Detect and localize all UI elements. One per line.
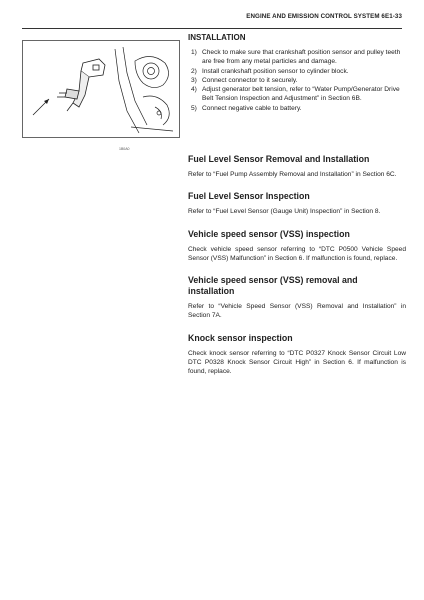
step-number: 4) — [191, 86, 197, 94]
section-heading: Fuel Level Sensor Removal and Installation — [188, 154, 370, 164]
section-vss-removal — [188, 275, 406, 321]
section-fuel-level-inspection — [188, 191, 406, 216]
step-text: Adjust generator belt tension, refer to “Water Pump/Generator Drive Belt Tension Inspection and Adjustment” in Section 6B. — [202, 86, 400, 103]
section-knock-sensor — [188, 333, 406, 377]
section-body: Check knock sensor referring to “DTC P0327 Knock Sensor Circuit Low DTC P0328 Knock Sensor Circuit High” in Section 6. If malfunction is found, replace. — [188, 349, 406, 376]
page-header — [22, 10, 402, 29]
section-body: Refer to “Fuel Pump Assembly Removal and Installation” in Section 6C. — [188, 171, 397, 178]
step-number: 2) — [191, 67, 197, 75]
header-title: ENGINE AND EMISSION CONTROL SYSTEM 6E1-33 — [246, 13, 402, 20]
installation-section — [188, 33, 406, 113]
section-body: Check vehicle speed sensor referring to “DTC P0500 Vehicle Speed Sensor (VSS) Malfunction” in Section 6. If malfunction is found, replace. — [188, 245, 406, 262]
step-text: Connect connector to it securely. — [202, 76, 298, 84]
section-heading: Fuel Level Sensor Inspection — [188, 191, 310, 202]
step-number: 5) — [191, 104, 197, 112]
crankshaft-sensor-drawing — [23, 41, 179, 137]
list-item — [188, 76, 406, 85]
section-body: Refer to “Vehicle Speed Sensor (VSS) Removal and Installation” in Section 7A. — [188, 303, 406, 320]
step-number: 3) — [191, 76, 197, 84]
list-item — [188, 85, 406, 104]
installation-heading: INSTALLATION — [188, 33, 246, 42]
section-fuel-level-removal — [188, 154, 406, 179]
list-item — [188, 104, 406, 113]
step-text: Check to make sure that crankshaft position sensor and pulley teeth are free from any metal particles and damage. — [202, 49, 401, 66]
section-heading: Vehicle speed sensor (VSS) inspection — [188, 228, 350, 239]
step-text: Install crankshaft position sensor to cylinder block. — [202, 67, 349, 75]
installation-steps — [188, 48, 406, 113]
step-text: Connect negative cable to battery. — [202, 104, 302, 112]
section-heading: Vehicle speed sensor (VSS) removal and installation — [188, 275, 358, 297]
section-vss-inspection — [188, 229, 406, 264]
content-sections — [188, 154, 406, 389]
section-heading: Knock sensor inspection — [188, 332, 293, 343]
step-number: 1) — [191, 49, 197, 56]
sensor-illustration — [22, 40, 180, 151]
list-item — [188, 67, 406, 76]
list-item — [188, 48, 406, 67]
section-body: Refer to “Fuel Level Sensor (Gauge Unit) Inspection” in Section 8. — [188, 208, 381, 216]
figure-code: 1B0A0 — [119, 147, 130, 151]
